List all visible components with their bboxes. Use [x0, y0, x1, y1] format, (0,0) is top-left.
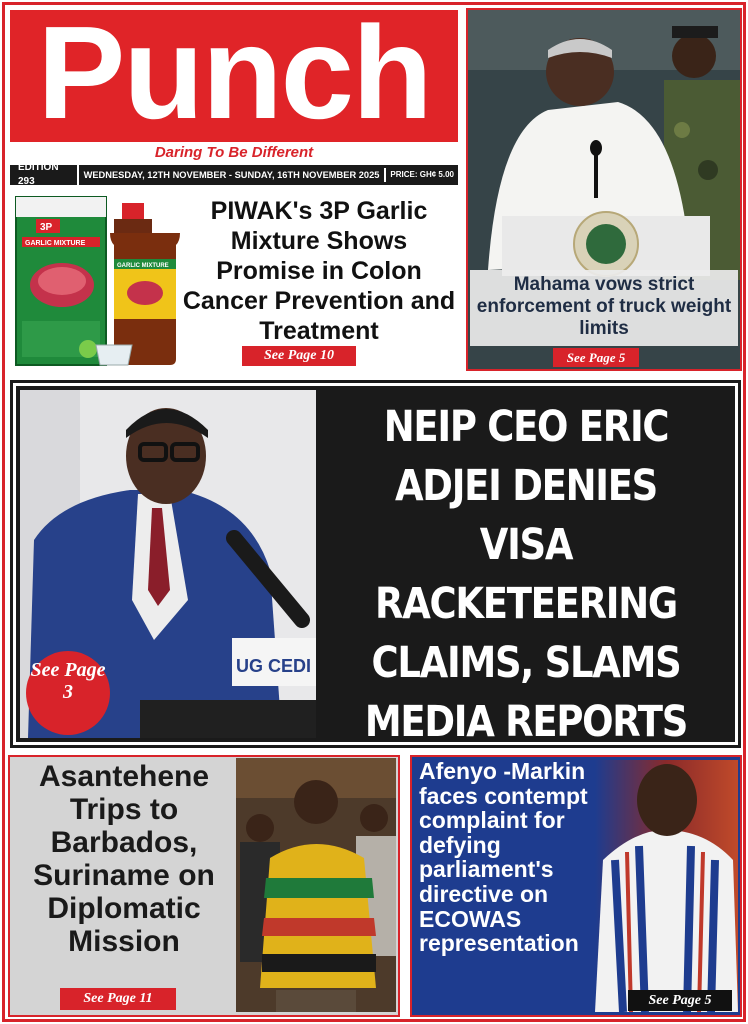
masthead	[10, 0, 458, 146]
lead-headline[interactable]: NEIP CEO ERIC ADJEI DENIES VISA RACKETEERING CLAIMS, SLAMS MEDIA REPORTS	[364, 402, 688, 747]
tagline: Daring To Be Different	[154, 144, 314, 161]
afenyo-headline[interactable]: Afenyo -Markin faces contempt complaint for defying parliament's directive on ECOWAS representation	[419, 758, 588, 957]
edition-number: EDITION 293	[10, 161, 79, 189]
asantehene-photo[interactable]	[236, 758, 396, 1012]
product-brand: 3P	[40, 222, 53, 233]
svg-text:GARLIC MIXTURE: GARLIC MIXTURE	[117, 263, 169, 269]
asantehene-see-page[interactable]: See Page 11	[60, 988, 176, 1010]
garlic-product-image[interactable]	[14, 193, 182, 369]
edition-price: PRICE: GH¢ 5.00	[384, 168, 458, 182]
edition-bar	[10, 162, 458, 187]
mahama-headline[interactable]: Mahama vows strict enforcement of truck weight limits	[470, 270, 738, 346]
asantehene-headline[interactable]: Asantehene Trips to Barbados, Suriname on Diplomatic Mission	[33, 760, 215, 958]
mahama-see-page[interactable]: See Page 5	[553, 348, 639, 367]
garlic-headline[interactable]: PIWAK's 3P Garlic Mixture Shows Promise in Colon Cancer Prevention and Treatment	[182, 197, 456, 345]
podium-text: UG CEDI	[236, 656, 312, 676]
svg-text:GARLIC MIXTURE: GARLIC MIXTURE	[25, 240, 86, 247]
edition-dates: WEDNESDAY, 12TH NOVEMBER - SUNDAY, 16TH NOVEMBER 2025	[83, 170, 380, 180]
lead-see-page-badge[interactable]: See Page 3	[26, 651, 110, 735]
garlic-see-page[interactable]: See Page 10	[242, 346, 356, 366]
afenyo-see-page[interactable]: See Page 5	[628, 990, 732, 1011]
newspaper-logo: Punch	[37, 0, 431, 146]
